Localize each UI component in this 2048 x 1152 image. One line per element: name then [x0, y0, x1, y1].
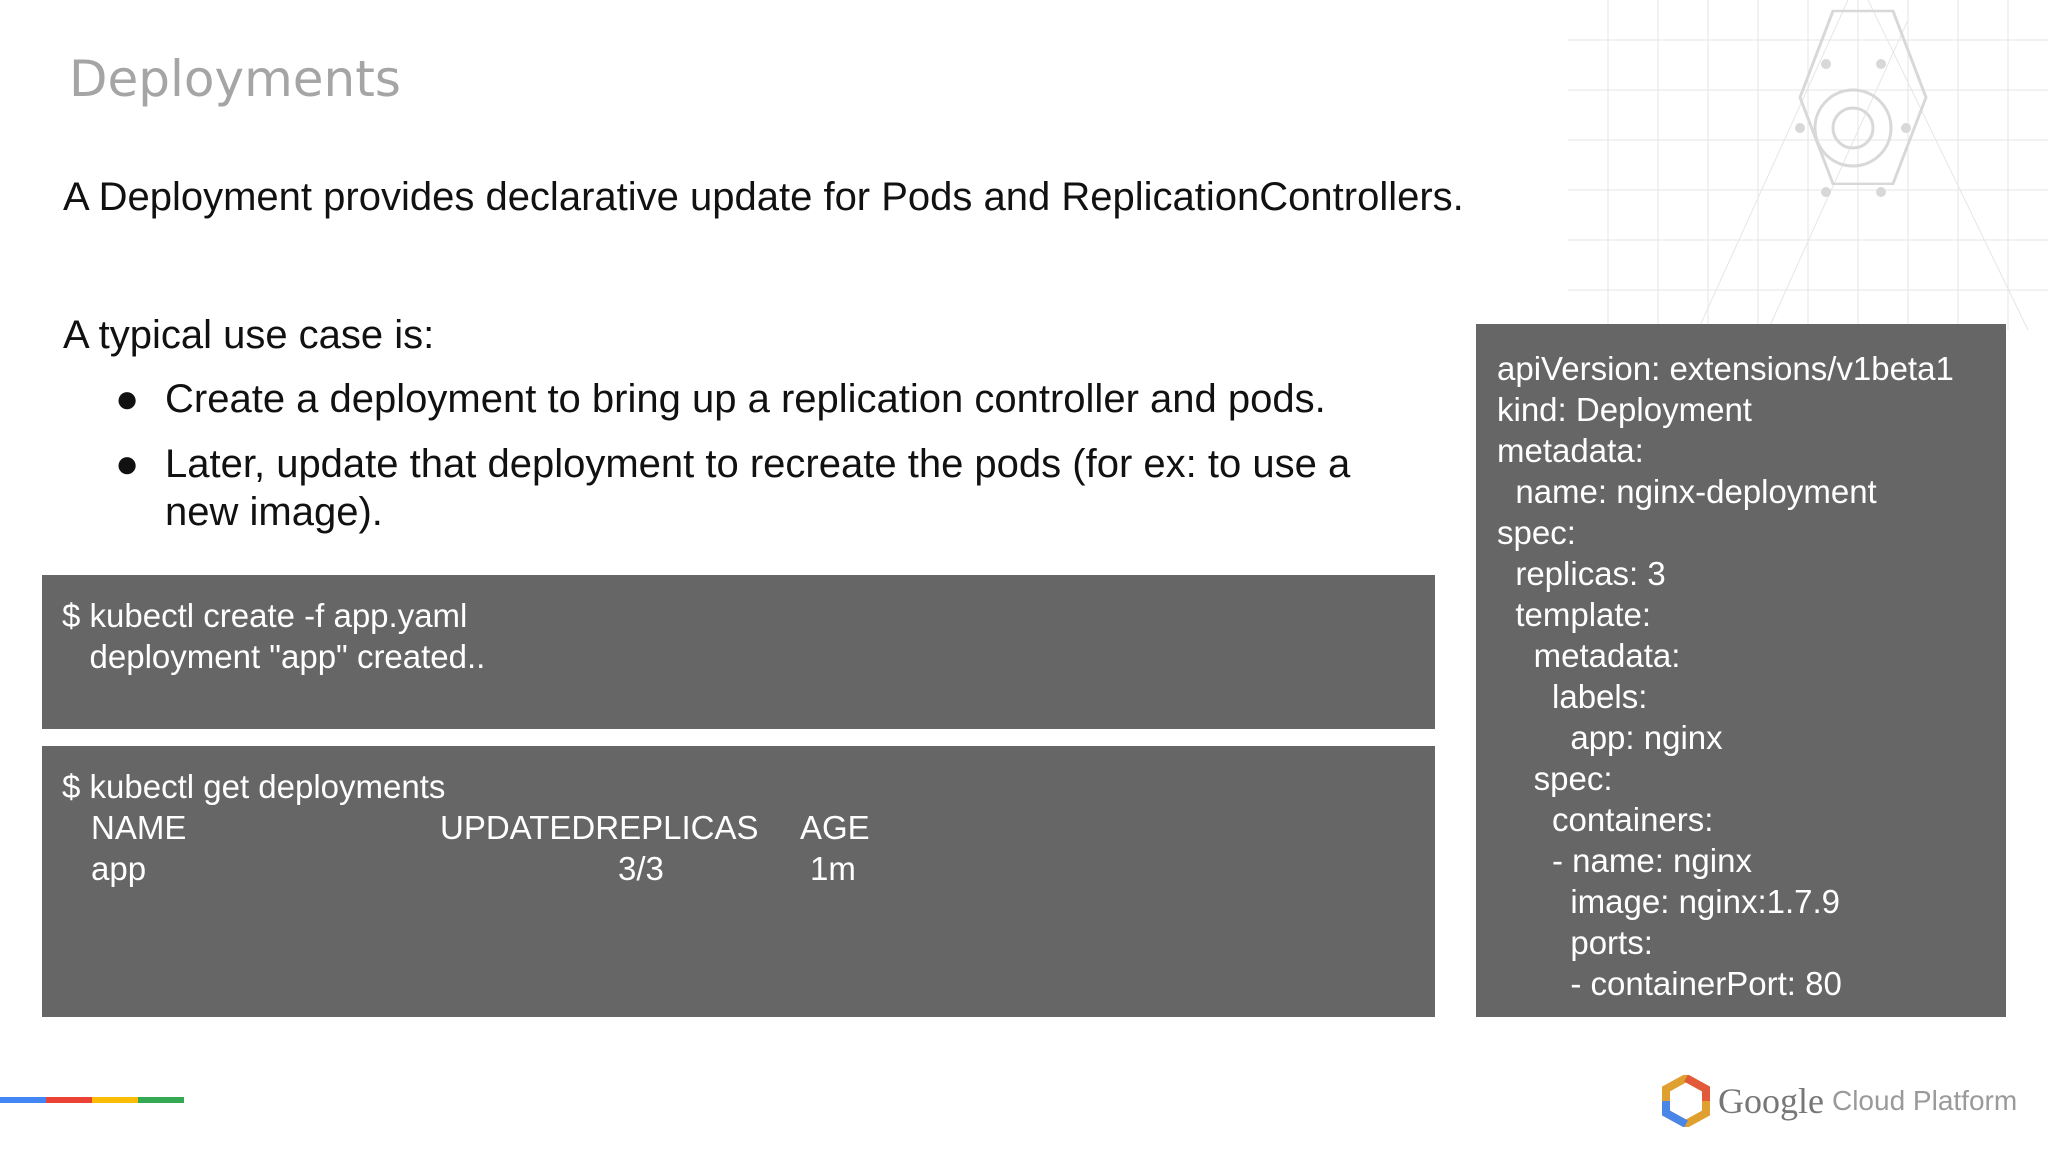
kubernetes-watermark-icon: [1568, 0, 2048, 330]
google-cloud-platform-logo: [1660, 1075, 2017, 1127]
list-item: [115, 440, 1365, 536]
table-header-row: [62, 807, 1435, 848]
logo-text-google: Google: [1718, 1081, 1824, 1121]
yaml-line: kind: Deployment: [1497, 391, 1752, 428]
table-row: [62, 848, 1435, 889]
list-item: [115, 375, 1365, 423]
yaml-line: app: nginx: [1497, 719, 1723, 756]
bullet-icon: ●: [115, 377, 140, 421]
yaml-line: replicas: 3: [1497, 555, 1666, 592]
terminal-get-output: [42, 746, 1435, 1017]
use-case-heading: A typical use case is:: [63, 313, 435, 357]
terminal-command: $ kubectl get deployments: [62, 768, 446, 805]
bullet-icon: ●: [115, 442, 140, 486]
gcp-hexagon-icon: [1660, 1075, 1712, 1127]
yaml-line: spec:: [1497, 760, 1613, 797]
yaml-line: metadata:: [1497, 432, 1644, 469]
cell-name: app: [91, 850, 147, 887]
intro-text: A Deployment provides declarative update for Pods and ReplicationControllers.: [63, 175, 1464, 219]
terminal-output-line: deployment "app" created..: [62, 638, 486, 675]
slide-title: Deployments: [69, 50, 401, 108]
cell-age: 1m: [810, 850, 856, 887]
yaml-line: template:: [1497, 596, 1652, 633]
terminal-create-output: [42, 575, 1435, 729]
brand-bar-segment: [0, 1097, 46, 1103]
yaml-line: ports:: [1497, 924, 1653, 961]
yaml-line: name: nginx-deployment: [1497, 473, 1877, 510]
brand-color-bar: [0, 1097, 184, 1103]
list-item-text: Create a deployment to bring up a replication controller and pods.: [165, 377, 1326, 421]
list-item-text: Later, update that deployment to recreate the pods (for ex: to use a: [165, 442, 1351, 486]
logo-text-cloud-platform: Cloud Platform: [1831, 1085, 2018, 1116]
yaml-line: - containerPort: 80: [1497, 965, 1842, 1002]
yaml-line: image: nginx:1.7.9: [1497, 883, 1841, 920]
column-header-name: NAME: [91, 809, 187, 846]
terminal-command: $ kubectl create -f app.yaml: [62, 597, 468, 634]
yaml-manifest: [1476, 324, 2006, 1017]
yaml-line: labels:: [1497, 678, 1648, 715]
use-case-list: [115, 375, 1365, 553]
brand-bar-segment: [92, 1097, 138, 1103]
cell-updated-replicas: 3/3: [618, 850, 664, 887]
column-header-age: AGE: [800, 809, 870, 846]
yaml-line: metadata:: [1497, 637, 1681, 674]
yaml-line: apiVersion: extensions/v1beta1: [1497, 350, 1954, 387]
yaml-line: containers:: [1497, 801, 1714, 838]
yaml-line: - name: nginx: [1497, 842, 1752, 879]
yaml-line: spec:: [1497, 514, 1576, 551]
brand-bar-segment: [46, 1097, 92, 1103]
list-item-text: new image).: [165, 490, 383, 534]
brand-bar-segment: [138, 1097, 184, 1103]
column-header-updated-replicas: UPDATEDREPLICAS: [440, 809, 759, 846]
